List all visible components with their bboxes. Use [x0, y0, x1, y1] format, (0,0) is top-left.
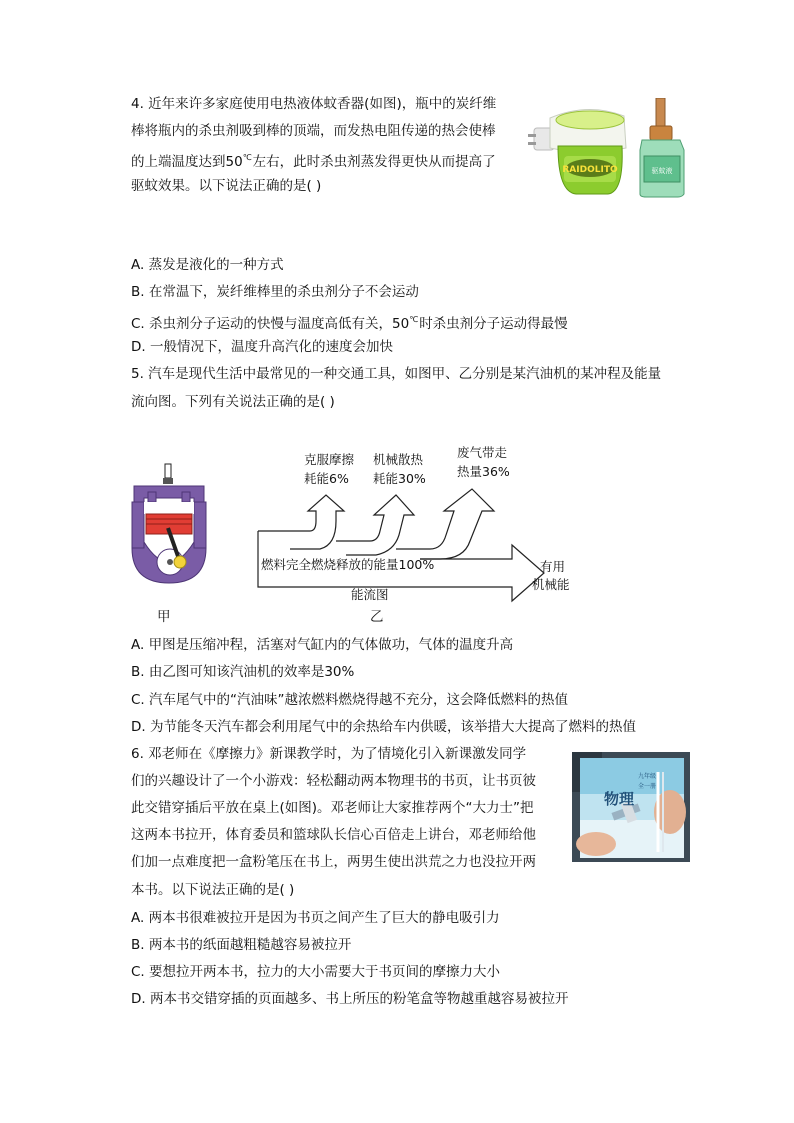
q5-option-c: C. 汽车尾气中的“汽油味”越浓燃料燃烧得越不充分，这会降低燃料的热值 — [131, 692, 568, 708]
q4-line-4: 驱蚊效果。以下说法正确的是( ) — [131, 178, 322, 194]
temperature-unit-c: ℃ — [409, 315, 419, 324]
q6-line-5: 们加一点难度把一盒粉笔压在书上，两男生使出洪荒之力也没拉开两 — [131, 854, 536, 870]
temperature-unit: ℃ — [242, 153, 252, 162]
q5-option-d: D. 为节能冬天汽车都会利用尾气中的余热给车内供暖，该举措大大提高了燃料的热值 — [131, 719, 636, 735]
engine-cylinder-diagram — [128, 462, 210, 584]
book-grade-text: 九年级 — [638, 773, 657, 780]
q4-line-3: 的上端温度达到50℃左右，此时杀虫剂蒸发得更快从而提高了 — [131, 153, 496, 170]
q5-option-a: A. 甲图是压缩冲程，活塞对气缸内的气体做功，气体的温度升高 — [131, 637, 514, 653]
useful-energy-line-2: 机械能 — [532, 577, 570, 592]
q6-line-6: 本书。以下说法正确的是( ) — [131, 882, 295, 898]
q4-option-b: B. 在常温下，炭纤维棒里的杀虫剂分子不会运动 — [131, 284, 419, 300]
refill-bottle-label: 驱蚊液 — [651, 167, 673, 175]
q4-option-c: C. 杀虫剂分子运动的快慢与温度高低有关，50℃时杀虫剂分子运动得最慢 — [131, 315, 568, 332]
q4-option-d: D. 一般情况下，温度升高汽化的速度会加快 — [131, 339, 393, 355]
product-brand-label: RAIDOLITO — [562, 165, 618, 175]
q6-option-d: D. 两本书交错穿插的页面越多、书上所压的粉笔盒等物越重越容易被拉开 — [131, 991, 569, 1007]
temperature-value-c: 50 — [392, 316, 410, 332]
temperature-value: 50 — [225, 154, 243, 170]
energy-flow-caption: 能流图 — [351, 587, 389, 602]
loss3-line-1: 废气带走 — [457, 445, 508, 460]
q6-line-2: 们的兴趣设计了一个小游戏：轻松翻动两本物理书的书页，让书页彼 — [131, 773, 536, 789]
q4-line-1: 4. 近年来许多家庭使用电热液体蚊香器(如图)，瓶中的炭纤维 — [131, 96, 497, 112]
figure-label-jia: 甲 — [157, 609, 171, 625]
q4-option-a: A. 蒸发是液化的一种方式 — [131, 257, 284, 273]
loss2-line-2: 耗能30% — [373, 471, 426, 486]
q6-line-3: 此交错穿插后平放在桌上(如图)。邓老师让大家推荐两个“大力士”把 — [131, 800, 534, 816]
q6-option-c: C. 要想拉开两本书，拉力的大小需要大于书页间的摩擦力大小 — [131, 964, 501, 980]
q4-line-2: 棒将瓶内的杀虫剂吸到棒的顶端，而发热电阻传递的热会使棒 — [131, 123, 496, 139]
q6-option-b: B. 两本书的纸面越粗糙越容易被拉开 — [131, 937, 352, 953]
interleaved-books-photo — [572, 752, 690, 862]
q5-line-2: 流向图。下列有关说法正确的是( ) — [131, 394, 335, 410]
q5-option-b: B. 由乙图可知该汽油机的效率是30% — [131, 664, 355, 680]
book-volume-text: 全一册 — [638, 783, 657, 790]
loss1-line-1: 克服摩擦 — [304, 452, 355, 467]
mosquito-repellent-image — [528, 98, 700, 198]
book-title-text: 物理 — [604, 790, 635, 808]
loss3-line-2: 热量36% — [457, 464, 510, 479]
q6-option-a: A. 两本书很难被拉开是因为书页之间产生了巨大的静电吸引力 — [131, 910, 500, 926]
loss2-line-1: 机械散热 — [373, 452, 424, 467]
q6-line-1: 6. 邓老师在《摩擦力》新课教学时，为了情境化引入新课激发同学 — [131, 746, 527, 762]
loss1-line-2: 耗能6% — [304, 471, 349, 486]
q6-line-4: 这两本书拉开，体育委员和篮球队长信心百倍走上讲台，邓老师给他 — [131, 827, 536, 843]
q5-line-1: 5. 汽车是现代生活中最常见的一种交通工具，如图甲、乙分别是某汽油机的某冲程及能量 — [131, 366, 662, 382]
figure-label-yi: 乙 — [370, 609, 384, 625]
main-energy-flow-label: 燃料完全燃烧释放的能量100% — [261, 557, 435, 572]
useful-energy-line-1: 有用 — [540, 559, 566, 574]
